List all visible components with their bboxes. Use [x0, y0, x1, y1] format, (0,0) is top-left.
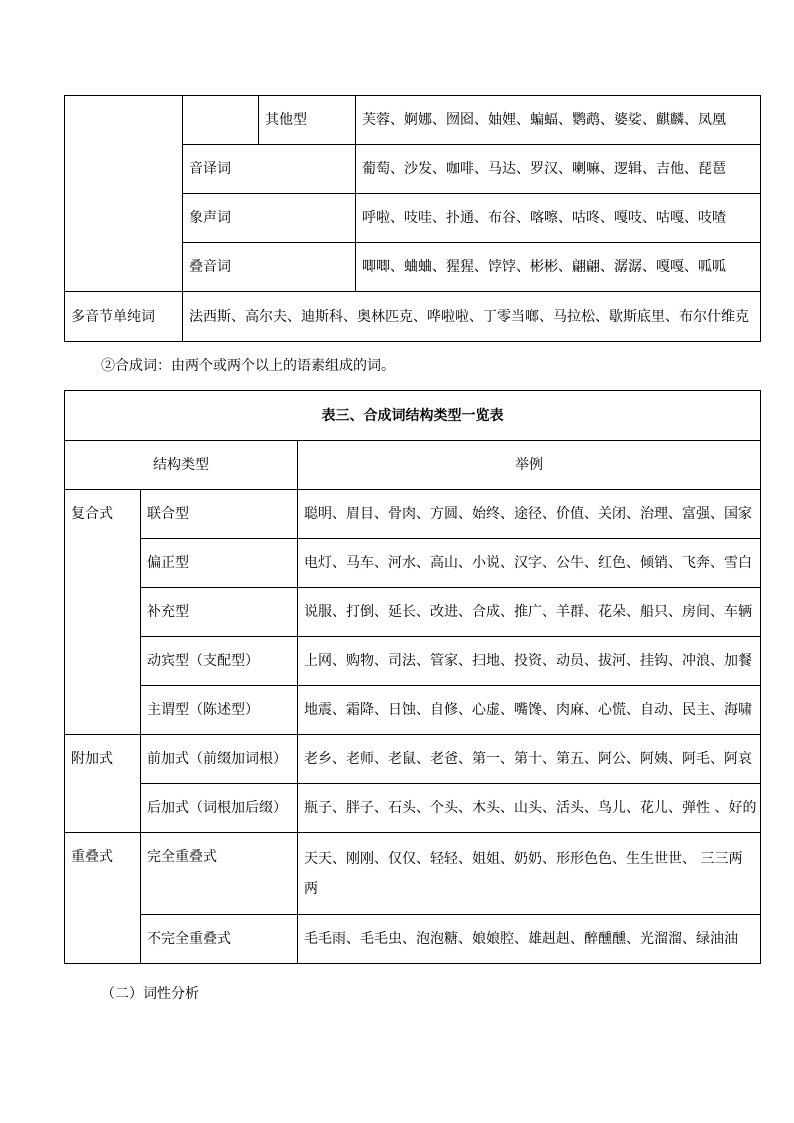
column-header: 结构类型 — [65, 441, 298, 490]
examples-cell: 上网、购物、司法、管家、扫地、投资、动员、拔河、挂钩、冲浪、加餐 — [298, 637, 761, 686]
examples-cell: 老乡、老师、老鼠、老爸、第一、第十、第五、阿公、阿姨、阿毛、阿哀 — [298, 735, 761, 784]
table-row — [65, 833, 761, 915]
group-cell: 复合式 — [65, 490, 141, 735]
type-cell: 多音节单纯词 — [65, 292, 183, 342]
type-cell: 前加式（前缀加词根） — [141, 735, 298, 784]
blank-cell — [183, 96, 259, 145]
type-cell: 完全重叠式 — [141, 833, 298, 915]
type-cell: 象声词 — [183, 194, 356, 243]
examples-cell: 瓶子、胖子、石头、个头、木头、山头、活头、鸟儿、花儿、弹性 、好的 — [298, 784, 761, 833]
table-row — [65, 784, 761, 833]
blank-cell — [65, 96, 183, 292]
table-row — [65, 588, 761, 637]
type-cell: 后加式（词根加后缀） — [141, 784, 298, 833]
examples-cell: 地震、霜降、日蚀、自修、心虚、嘴馋、肉麻、心慌、自动、民主、海啸 — [298, 686, 761, 735]
group-cell: 重叠式 — [65, 833, 141, 964]
section-heading: （二）词性分析 — [101, 986, 199, 1002]
table-header-row — [65, 441, 761, 490]
type-cell: 补充型 — [141, 588, 298, 637]
table-title: 表三、合成词结构类型一览表 — [65, 391, 761, 441]
table-row — [65, 735, 761, 784]
simple-word-table — [64, 95, 761, 342]
examples-cell: 说服、打倒、延长、改进、合成、推广、羊群、花朵、船只、房间、车辆 — [298, 588, 761, 637]
examples-cell: 芙蓉、婀娜、囫囵、妯娌、蝙蝠、鹦鹉、婆娑、麒麟、凤凰 — [356, 96, 761, 145]
type-cell: 主谓型（陈述型） — [141, 686, 298, 735]
examples-cell: 唧唧、蛐蛐、猩猩、饽饽、彬彬、翩翩、潺潺、嘎嘎、呱呱 — [356, 243, 761, 292]
compound-word-definition: ②合成词：由两个或两个以上的语素组成的词。 — [101, 358, 395, 374]
group-cell: 附加式 — [65, 735, 141, 833]
type-cell: 音译词 — [183, 145, 356, 194]
table-row — [65, 637, 761, 686]
subtype-cell: 其他型 — [259, 96, 356, 145]
examples-cell: 呼啦、吱哇、扑通、布谷、喀嚓、咕咚、嘎吱、咕嘎、吱喳 — [356, 194, 761, 243]
table-row — [65, 96, 761, 145]
examples-cell: 法西斯、高尔夫、迪斯科、奥林匹克、哗啦啦、丁零当啷、马拉松、歇斯底里、布尔什维克 — [183, 292, 761, 342]
type-cell: 偏正型 — [141, 539, 298, 588]
table-row — [65, 686, 761, 735]
table-title-row — [65, 391, 761, 441]
compound-word-table — [64, 390, 761, 964]
table-row — [65, 490, 761, 539]
type-cell: 联合型 — [141, 490, 298, 539]
examples-cell: 聪明、眉目、骨肉、方圆、始终、途径、价值、关闭、治理、富强、国家 — [298, 490, 761, 539]
examples-cell: 天天、刚刚、仅仅、轻轻、姐姐、奶奶、形形色色、生生世世、 三三两两 — [298, 833, 761, 915]
examples-cell: 葡萄、沙发、咖啡、马达、罗汉、喇嘛、逻辑、吉他、琵琶 — [356, 145, 761, 194]
type-cell: 叠音词 — [183, 243, 356, 292]
column-header: 举例 — [298, 441, 761, 490]
examples-cell: 毛毛雨、毛毛虫、泡泡糖、娘娘腔、雄赳赳、醉醺醺、光溜溜、绿油油 — [298, 915, 761, 964]
type-cell: 动宾型（支配型） — [141, 637, 298, 686]
table-row — [65, 292, 761, 342]
type-cell: 不完全重叠式 — [141, 915, 298, 964]
examples-cell: 电灯、马车、河水、高山、小说、汉字、公牛、红色、倾销、飞奔、雪白 — [298, 539, 761, 588]
table-row — [65, 915, 761, 964]
table-row — [65, 539, 761, 588]
